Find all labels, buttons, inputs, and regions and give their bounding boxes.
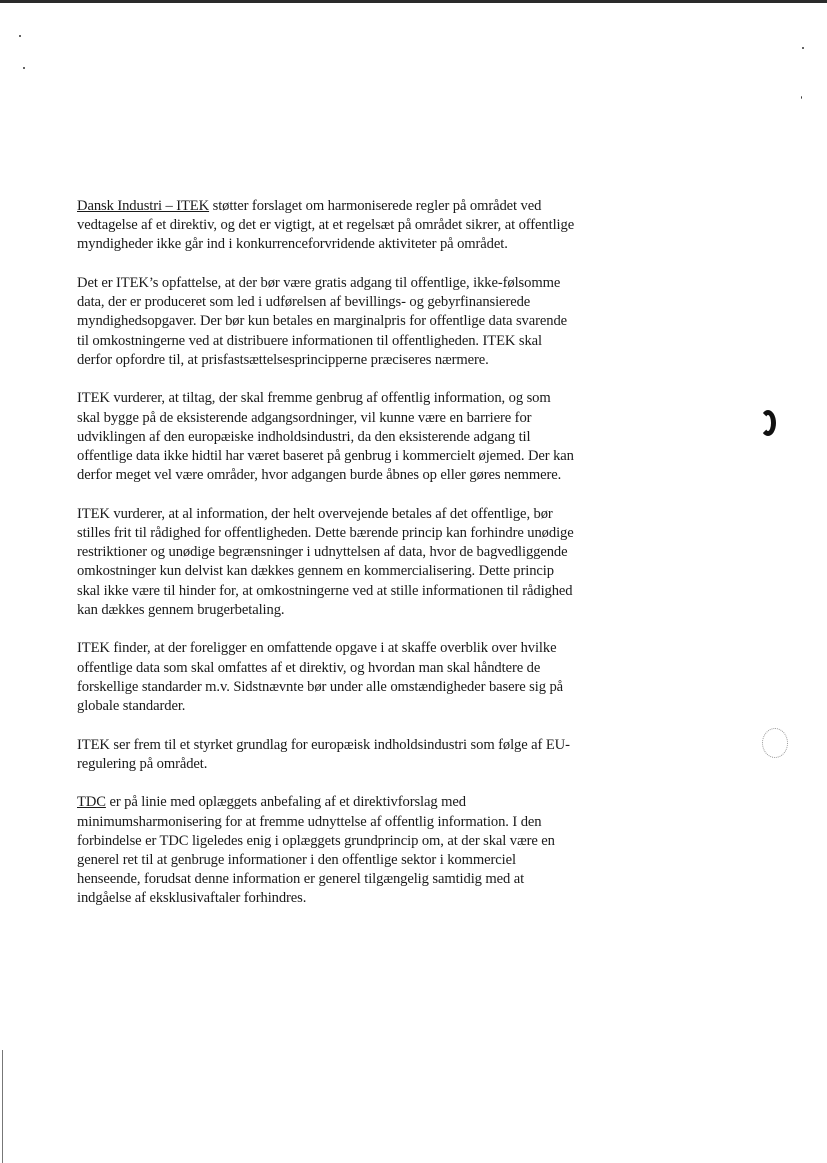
organization-name: TDC — [77, 794, 106, 811]
paragraph-free-access: ITEK vurderer, at al information, der helt overvejende betales af det offentlige, bør stilles frit til rådighed for offentligheden. Dette bærende princip kan forhindre unødige restriktioner og unødige begrænsninger i udnyttelsen af data, hvor de bagvedliggende omkostninger kun delvist kan dækkes gennem en kommercialisering. Dette princip skal ikke være til hinder for, at omkostningerne ved at stille informationen til rådighed kan dækkes gennem brugerbetaling. — [77, 505, 574, 618]
scan-speck — [19, 35, 21, 37]
paragraph-reuse-barrier: ITEK vurderer, at tiltag, der skal fremme genbrug af offentlig information, og som skal bygge på de eksisterende adgangsordninger, vil kunne være en barriere for udviklingen af den europæiske indholdsindustri, da den eksisterende adgang til offentlige data ikke hidtil har været baseret på genbrug i kommercielt øjemed. Der kan derfor meget vel være områder, hvor adgangen burde åbnes op eller gøres nemmere. — [77, 390, 574, 484]
top-rule — [0, 0, 827, 3]
scan-speck — [23, 67, 25, 69]
paragraph-text: støtter forslaget om harmoniserede regler på området ved vedtagelse af et direktiv, og det er vigtigt, at et regelsæt på området sikrer, at offentlige myndigheder ikke går ind i konkurrenceforvridende aktiviteter på området. — [77, 198, 575, 253]
left-edge-line — [2, 1050, 3, 1163]
paragraph-overview-task: ITEK finder, at der foreligger en omfattende opgave i at skaffe overblik over hvilke offentlige data som skal omfattes af et direktiv, og hvordan man skal håndtere de forskellige standarder m.v. Sidstnævnte bør under alle omstændigheder basere sig på globale standarder. — [77, 640, 564, 715]
paragraph-tdc — [77, 793, 577, 908]
organization-name: Dansk Industri – ITEK — [77, 198, 210, 214]
binder-mark — [760, 410, 776, 436]
paragraph-content-industry: ITEK ser frem til et styrket grundlag for europæisk indholdsindustri som følge af EU-regulering på området. — [77, 736, 570, 772]
document-body — [77, 197, 577, 928]
scan-speck — [801, 96, 802, 99]
punch-hole — [762, 728, 788, 758]
scan-speck — [802, 47, 804, 49]
paragraph-di-itek — [77, 197, 577, 255]
paragraph-text: er på linie med oplæggets anbefaling af et direktivforslag med minimumsharmonisering for at fremme udnyttelse af offentlig information. I den forbindelse er TDC ligeledes enig i oplæggets grundprincip om, at der skal være en generel ret til at genbruge informationer i den offentlige sektor i kommerciel henseende, forudsat denne information er generel tilgængelig samtidig med at indgåelse af eksklusivaftaler forhindres. — [77, 794, 555, 907]
paragraph-pricing: Det er ITEK’s opfattelse, at der bør være gratis adgang til offentlige, ikke-følsomme data, der er produceret som led i udførelsen af bevillings- og gebyrfinansierede myndighedsopgaver. Der bør kun betales en marginalpris for offentlige data svarende til omkostningerne ved at distribuere informationen til offentligheden. ITEK skal derfor opfordre til, at prisfastsættelsesprincipperne præciseres nærmere. — [77, 275, 568, 368]
